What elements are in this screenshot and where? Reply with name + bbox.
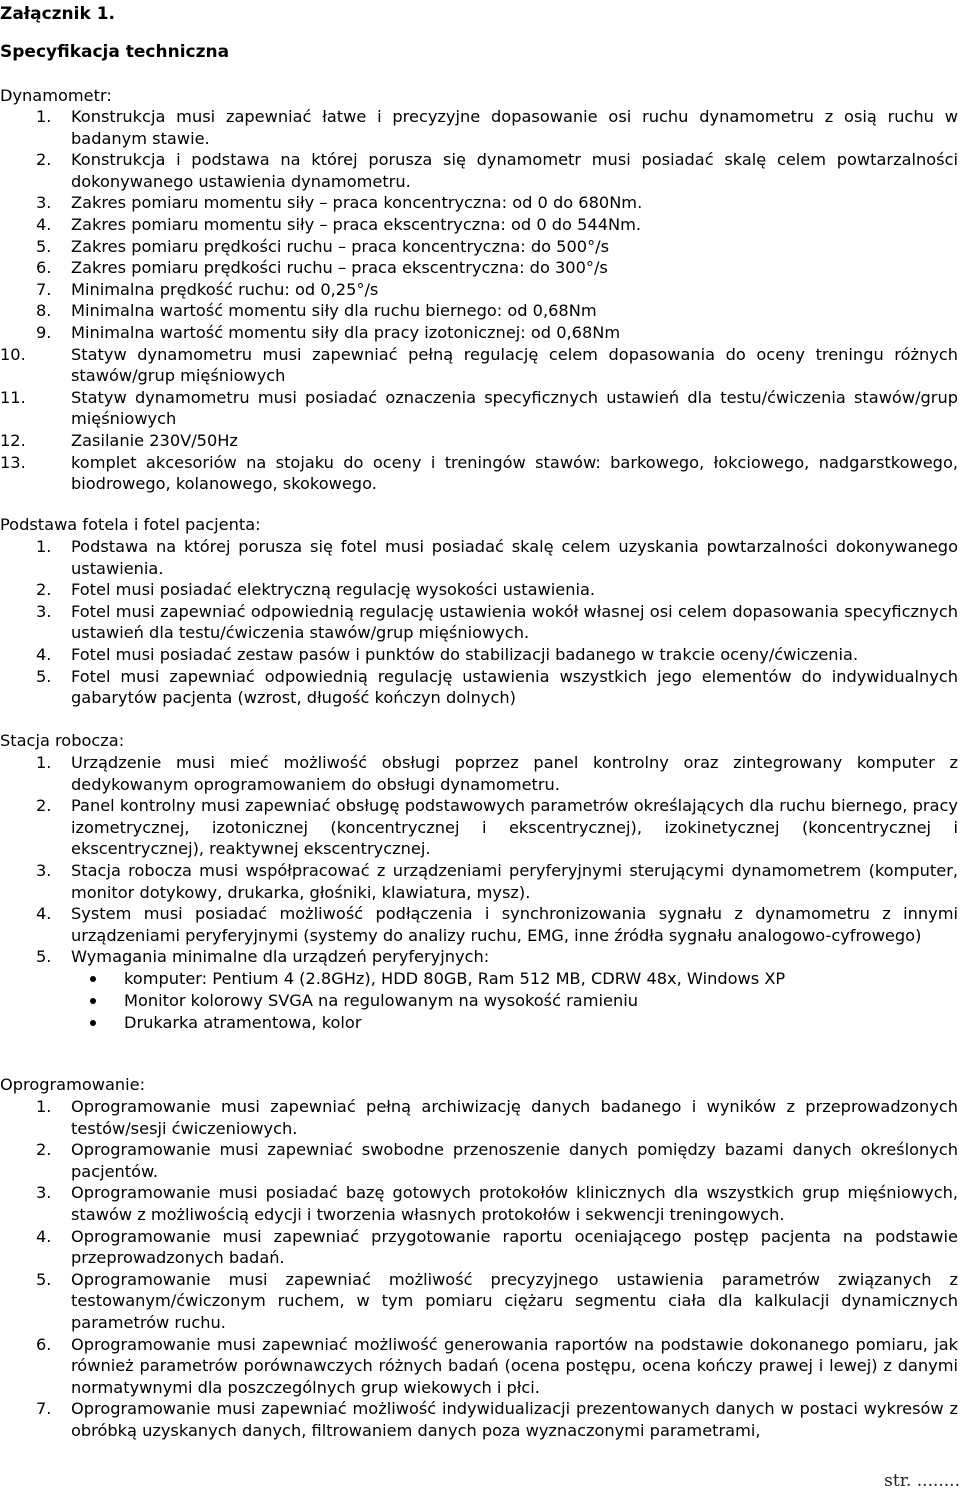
bullet-list-peripherals: [71, 968, 958, 1034]
section-heading-dynamometr: Dynamometr:: [0, 86, 112, 105]
page-number-footer: str. ........: [884, 1471, 960, 1491]
list-item: 3. Zakres pomiaru momentu siły – praca koncentryczna: od 0 do 680Nm.: [36, 193, 643, 213]
list-oprogramowanie: [0, 1096, 958, 1442]
document-title: Załącznik 1.: [0, 4, 115, 24]
list-item: 4. Zakres pomiaru momentu siły – praca ekscentryczna: od 0 do 544Nm.: [36, 214, 642, 234]
list-item: 1. Podstawa na której porusza się fotel musi posiadać skalę celem uzyskania powtarzalności dokonywanego ustawienia.: [36, 537, 958, 578]
list-item: 5. Oprogramowanie musi zapewniać możliwość precyzyjnego ustawienia parametrów związanych z testowanym/ćwiczonym ruchem, w tym pomiaru ciężaru segmentu ciała dla kalkulacji dynamicznych parametrów ruchu.: [36, 1269, 958, 1332]
list-item: 5. Zakres pomiaru prędkości ruchu – praca koncentryczna: do 500°/s: [36, 236, 610, 256]
list-item: 5. Wymagania minimalne dla urządzeń peryferyjnych: komputer: Pentium 4 (2.8GHz), HDD 80GB, Ram 512 MB, CDRW 48x, Windows XP Monitor kolorowy SVGA na regulowanym na wysokość ramieniu Drukarka atramentowa, kolor: [0, 946, 958, 1034]
list-item: 2. Konstrukcja i podstawa na której porusza się dynamometr musi posiadać skalę celem powtarzalności dokonywanego ustawienia dynamometru.: [36, 150, 958, 191]
section-heading-stacja: Stacja robocza:: [0, 731, 125, 750]
list-item: 8. Minimalna wartość momentu siły dla ruchu biernego: od 0,68Nm: [36, 301, 597, 321]
list-item: 1. Urządzenie musi mieć możliwość obsługi poprzez panel kontrolny oraz zintegrowany komputer z dedykowanym oprogramowaniem do obsługi dynamometru.: [36, 753, 958, 794]
list-item: 2. Oprogramowanie musi zapewniać swobodne przenoszenie danych pomiędzy bazami danych określonych pacjentów.: [36, 1140, 958, 1181]
list-item: 12. Zasilanie 230V/50Hz: [0, 430, 238, 450]
list-item: 9. Minimalna wartość momentu siły dla pracy izotonicznej: od 0,68Nm: [36, 322, 621, 342]
section-heading-oprogramowanie: Oprogramowanie:: [0, 1075, 146, 1094]
section-heading-fotel: Podstawa fotela i fotel pacjenta:: [0, 515, 261, 534]
list-item: 6. Oprogramowanie musi zapewniać możliwość generowania raportów na podstawie dokonanego pomiaru, jak również parametrów porównawczych różnych badań (ocena postępu, ocena kończy prawej i lewej) z danymi normatywnymi dla poszczególnych grup wiekowych i płci.: [36, 1334, 958, 1397]
list-item: 3. Fotel musi zapewniać odpowiednią regulację ustawienia wokół własnej osi celem dopasowania specyficznych ustawień dla testu/ćwiczenia stawów/grup mięśniowych.: [36, 601, 958, 643]
list-item: 2. Fotel musi posiadać elektryczną regulację wysokości ustawienia.: [36, 580, 596, 600]
list-item: 7. Minimalna prędkość ruchu: od 0,25°/s: [36, 279, 379, 299]
list-item: 2. Panel kontrolny musi zapewniać obsługę podstawowych parametrów określających dla ruchu biernego, pracy izometrycznej, izotonicznej (koncentrycznej i ekscentrycznej), izokinetycznej (koncentrycznej i ekscentrycznej), reaktywnej ekscentrycznej.: [36, 796, 958, 859]
list-item: 7. Oprogramowanie musi zapewniać możliwość indywidualizacji prezentowanych danych w postaci wykresów z obróbką uzyskanych danych, filtrowaniem danych poza wyznaczonymi parametrami,: [36, 1399, 958, 1440]
bullet-item: Monitor kolorowy SVGA na regulowanym na wysokość ramieniu: [71, 990, 958, 1012]
list-stacja: [0, 752, 958, 1034]
list-fotel: [0, 536, 958, 709]
list-item: 4. Fotel musi posiadać zestaw pasów i punktów do stabilizacji badanego w trakcie oceny/ćwiczenia.: [36, 644, 859, 664]
list-item: 4. Oprogramowanie musi zapewniać przygotowanie raportu oceniającego postęp pacjenta na podstawie przeprowadzonych badań.: [36, 1226, 958, 1268]
list-item: 10. Statyw dynamometru musi zapewniać pełną regulację celem dopasowania do oceny treningu różnych stawów/grup mięśniowych: [0, 344, 958, 386]
list-dynamometr: [0, 106, 958, 495]
list-item: 1. Konstrukcja musi zapewniać łatwe i precyzyjne dopasowanie osi ruchu dynamometru z osią ruchu w badanym stawie.: [36, 107, 958, 148]
list-item: 13. komplet akcesoriów na stojaku do oceny i treningów stawów: barkowego, łokciowego, nadgarstkowego, biodrowego, kolanowego, skokowego.: [0, 452, 958, 494]
bullet-item: Drukarka atramentowa, kolor: [71, 1012, 958, 1034]
list-item: 3. Stacja robocza musi współpracować z urządzeniami peryferyjnymi sterującymi dynamometrem (komputer, monitor dotykowy, drukarka, głośniki, klawiatura, mysz).: [36, 860, 958, 902]
bullet-item: komputer: Pentium 4 (2.8GHz), HDD 80GB, Ram 512 MB, CDRW 48x, Windows XP: [71, 968, 958, 990]
list-item: 5. Fotel musi zapewniać odpowiednią regulację ustawienia wszystkich jego elementów do indywidualnych gabarytów pacjenta (wzrost, długość kończyn dolnych): [36, 666, 958, 708]
document-subtitle: Specyfikacja techniczna: [0, 42, 230, 62]
list-item: 6. Zakres pomiaru prędkości ruchu – praca ekscentryczna: do 300°/s: [36, 258, 608, 278]
list-item: 4. System musi posiadać możliwość podłączenia i synchronizowania sygnału z dynamometru z innymi urządzeniami peryferyjnymi (systemy do analizy ruchu, EMG, inne źródła sygnału analogowo-cyfrowego): [36, 904, 958, 945]
list-item: 1. Oprogramowanie musi zapewniać pełną archiwizację danych badanego i wyników z przeprowadzonych testów/sesji ćwiczeniowych.: [36, 1097, 958, 1138]
list-item: 11. Statyw dynamometru musi posiadać oznaczenia specyficznych ustawień dla testu/ćwiczenia stawów/grup mięśniowych: [0, 387, 958, 429]
list-item: 3. Oprogramowanie musi posiadać bazę gotowych protokołów klinicznych dla wszystkich grup mięśniowych, stawów z możliwością edycji i tworzenia własnych protokołów i sekwencji treningowych.: [36, 1183, 958, 1224]
